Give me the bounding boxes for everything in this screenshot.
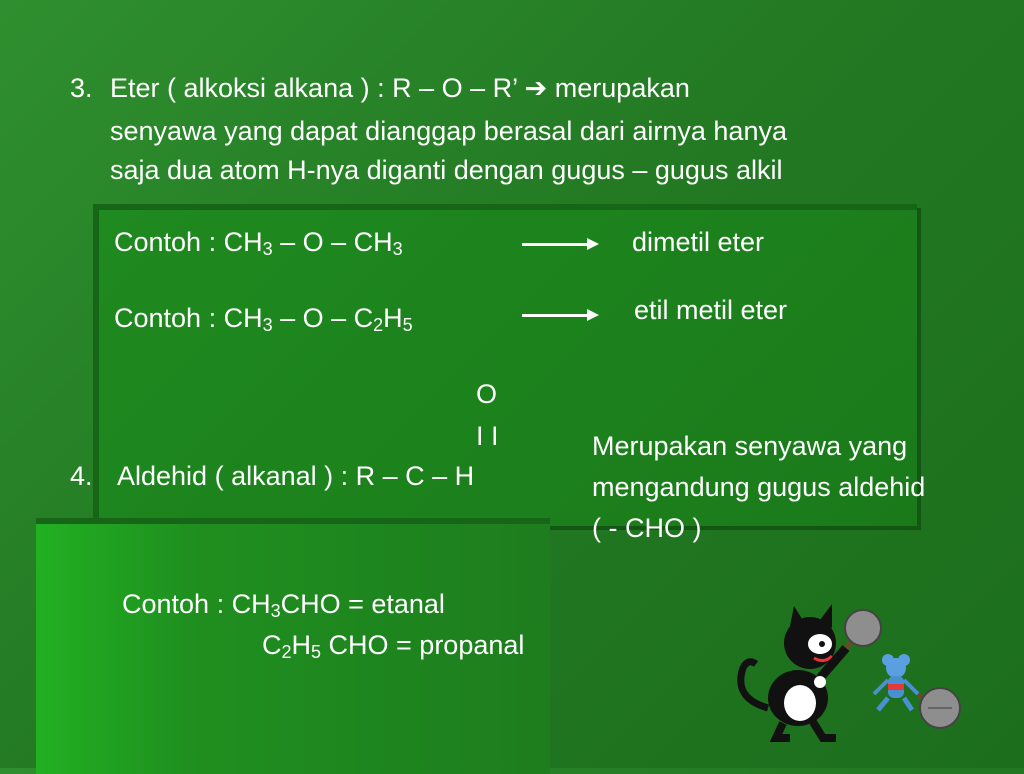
- example-1-subscript: 3: [262, 239, 273, 259]
- aldehid-example-2-subscript: 2: [281, 642, 292, 662]
- aldehid-example-1: [122, 586, 445, 622]
- example-2-prefix: Contoh : CH: [114, 303, 263, 333]
- eter-line-2: senyawa yang dapat dianggap berasal dari airnya hanya: [110, 116, 787, 146]
- example-1-name: dimetil eter: [632, 227, 765, 257]
- arrow-icon: ➔: [524, 73, 548, 103]
- aldehid-formula: Aldehid ( alkanal ) : R – C – H: [117, 461, 475, 491]
- aldehid-example-1-suffix: CHO = etanal: [280, 589, 445, 619]
- aldehid-oxygen: O: [476, 379, 498, 409]
- example-2-subscript: 2: [373, 315, 384, 335]
- eter-number: 3.: [70, 73, 93, 103]
- aldehid-example-2-c: C: [262, 630, 282, 660]
- example-2-subscript: 5: [402, 315, 413, 335]
- aldehid-double-bond: I I: [476, 421, 499, 451]
- eter-line-1-tail: merupakan: [554, 73, 690, 103]
- aldehid-number: 4.: [70, 461, 93, 491]
- example-2-mid: – O – C: [272, 303, 374, 333]
- eter-line-1: [110, 70, 690, 106]
- eter-line-3: saja dua atom H-nya diganti dengan gugus – gugus alkil: [110, 155, 783, 185]
- example-1-prefix: Contoh : CH: [114, 227, 263, 257]
- aldehid-description-1: Merupakan senyawa yang: [592, 431, 908, 461]
- example-2-name: etil metil eter: [634, 295, 788, 325]
- aldehid-description-2: mengandung gugus aldehid: [592, 472, 926, 502]
- example-1-mid: – O – CH: [272, 227, 393, 257]
- example-2-mid: H: [383, 303, 403, 333]
- aldehid-example-2-h: H: [291, 630, 312, 660]
- eter-definition: Eter ( alkoksi alkana ) : R – O – R’: [110, 73, 518, 103]
- aldehid-example-2-subscript: 5: [311, 642, 322, 662]
- aldehid-example-2: [262, 627, 524, 663]
- aldehid-example-1-subscript: 3: [270, 601, 281, 621]
- aldehid-description-3: ( - CHO ): [592, 513, 702, 543]
- example-1-subscript: 3: [392, 239, 403, 259]
- aldehid-example-2-suffix: CHO = propanal: [321, 630, 525, 660]
- reaction-arrow-1: [522, 243, 590, 246]
- cartoon-cat-and-mouse-icon: [728, 598, 978, 748]
- aldehid-example-1-prefix: Contoh : CH: [122, 589, 271, 619]
- example-2-formula: [114, 300, 413, 336]
- example-2-subscript: 3: [262, 315, 273, 335]
- example-1-formula: [114, 224, 403, 260]
- reaction-arrow-2: [522, 314, 590, 317]
